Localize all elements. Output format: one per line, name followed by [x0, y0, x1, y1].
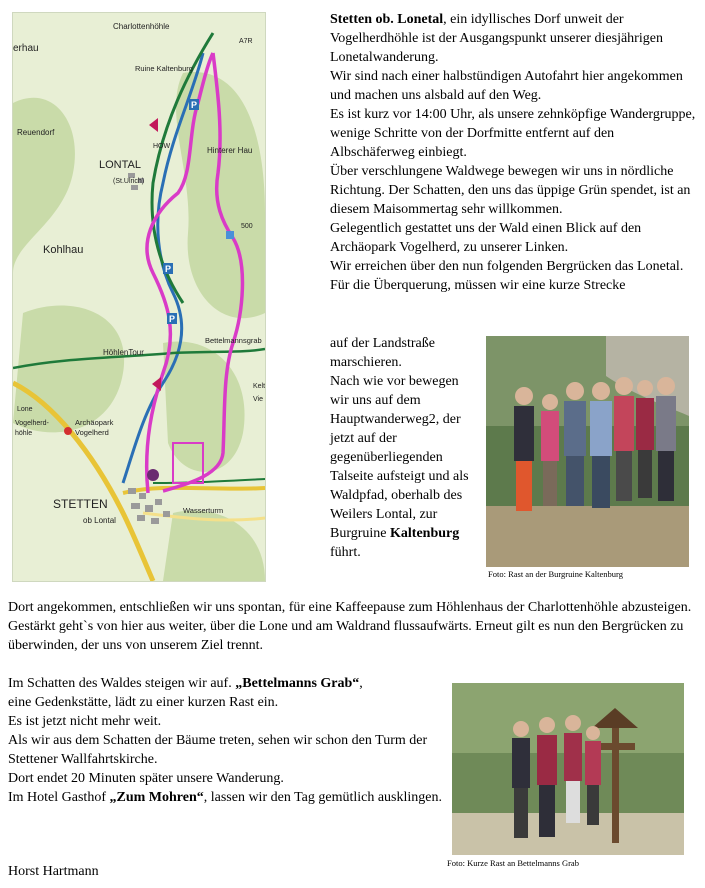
paragraph: Als wir aus dem Schatten der Bäume treten, sehen wir schon den Turm der Stettener Wallfahrtskirche. [8, 733, 428, 767]
stetten-buildings [128, 488, 170, 524]
intro-text: Stetten ob. Lonetal, ein idyllisches Dorf unweit der Vogelherdhöhle ist der Ausgangspunkt unserer diesjährigen Lonetalwanderung. Wir sind nach einer halbstündigen Autofahrt hier angekommen und machen uns alsbald auf den Weg. Es ist kurz vor 14:00 Uhr, als unsere zehnköpfige Wandergruppe, wenige Schritte von der Dorfmitte entfernt auf den Albschäferweg einbiegt. Über verschlungene Waldwege bewegen wir uns in nördliche Richtung. Der Schatten, den uns das üppige Grün spendet, ist an diesem Maisommertag sehr willkommen. Gelegentlich gestattet uns der Wald einen Blick auf den Archäopark Vogelherd, zu unserer Linken. Wir erreichen über den nun folgenden Bergrücken das Lonetal. Für die Überquerung, müssen wir eine kurze Strecke [330, 12, 696, 293]
author-name: Horst Hartmann [8, 864, 99, 879]
paragraph: Für die Überquerung, müssen wir eine kurze Strecke [330, 278, 626, 293]
map-label-how: HOW [153, 143, 171, 150]
start-point-icon [147, 469, 159, 481]
map-label-bettelmannsgrab: Bettelmannsgrab [205, 336, 262, 345]
paragraph: Dort angekommen, entschließen wir uns spontan, für eine Kaffeepause zum Höhlenhaus der Charlottenhöhle abzusteigen. [8, 600, 692, 615]
green-trail-south [153, 479, 265, 483]
map-label-wasserturm: Wasserturm [183, 506, 224, 515]
map-label-ob-lontal: ob Lontal [83, 516, 116, 525]
paragraph: Nach wie vor bewegen wir uns auf dem Hauptwanderweg2, der jetzt auf der gegenüberliegenden Talseite aufsteigt und als Waldpfad, oberhalb des Weilers Lontal, zur Burgruine [330, 374, 469, 541]
parking-icon [189, 99, 199, 110]
forest-patch [13, 306, 124, 433]
archaeopark-icon [64, 427, 72, 435]
paragraph: eine Gedenkstätte, lädt zu einer kurzen Rast ein. [8, 695, 279, 710]
svg-text:P: P [169, 314, 176, 324]
paragraph: Gestärkt geht`s von hier aus weiter, über die Lone und am Waldrand flussaufwärts. Erneut gilt es nun den Bergrücken zu überwinden, der uns von unserem Ziel trennt. [8, 619, 684, 653]
svg-text:Vogelherd: Vogelherd [75, 428, 109, 437]
map-label-st-ulrich: (St.Ulrich) [113, 178, 145, 185]
svg-text:P: P [165, 264, 172, 274]
svg-text:P: P [191, 100, 198, 110]
waypoint-icon [226, 231, 234, 239]
route-marker-icon [149, 118, 158, 132]
map-label-charlottenhoehle: Charlottenhöhle [113, 22, 170, 31]
map-label-hinterer-hau: Hinterer Hau [207, 146, 253, 155]
map-label-archaeopark: Archäopark [75, 418, 114, 427]
map-label-ruine-kaltenburg: Ruine Kaltenburg [135, 64, 193, 73]
village-name: Stetten ob. Lonetal [330, 12, 444, 27]
parking-icon [167, 313, 177, 324]
paragraph: Über verschlungene Waldwege bewegen wir uns in nördliche Richtung. Der Schatten, den uns das üppige Grün spendet, ist an diesem Maisommertag sehr willkommen. [330, 164, 691, 217]
parking-icon [163, 263, 173, 274]
paragraph: auf der Landstraße marschieren. [330, 336, 435, 370]
map-label-elevation: 500 [241, 223, 253, 230]
map-label-erhau: erhau [13, 43, 39, 54]
kaltenburg-name: Kaltenburg [390, 526, 460, 541]
map-label-kohlhau: Kohlhau [43, 244, 84, 256]
map-label-hoehlentour: HöhlenTour [103, 348, 144, 357]
side-road [123, 488, 265, 493]
bettelmanns-grab-name: „Bettelmanns Grab“ [235, 676, 360, 691]
group-photo-bettelmanns-grab [452, 683, 684, 855]
lower-text: Im Schatten des Waldes steigen wir auf. „Bettelmanns Grab“, eine Gedenkstätte, lädt zu einer kurzen Rast ein. Es ist jetzt nicht mehr weit. Als wir aus dem Schatten der Bäume treten, sehen wir schon den Turm der Stettener Wallfahrtskirche. Dort endet 20 Minuten später unsere Wanderung. Im Hotel Gasthof „Zum Mohren“, lassen wir den Tag gemütlich ausklingen. [8, 676, 443, 805]
photo-caption-kaltenburg: Foto: Rast an der Burgruine Kaltenburg [488, 569, 623, 579]
map-label-lontal: LONTAL [99, 159, 141, 171]
map-label-kelt: Kelt [253, 383, 265, 390]
narrow-text: auf der Landstraße marschieren. Nach wie vor bewegen wir uns auf dem Hauptwanderweg2, der jetzt auf der gegenüberliegenden Talseite aufsteigt und als Waldpfad, oberhalb des Weilers Lontal, zur Burgruine Kaltenburg führt. [330, 336, 469, 560]
hiking-route-map [12, 12, 266, 582]
map-label-vogelherdhoehle: Vogelherd- [15, 420, 49, 427]
map-label-reuendorf: Reuendorf [17, 128, 55, 137]
svg-text:höhle: höhle [15, 430, 33, 437]
paragraph: Wir sind nach einer halbstündigen Autofahrt hier angekommen und machen uns alsbald auf den Weg. [330, 69, 683, 103]
group-photo-kaltenburg [486, 336, 689, 567]
map-label-a7r: A7R [239, 38, 253, 45]
map-canvas [13, 13, 265, 581]
middle-text [8, 598, 698, 655]
map-label-stetten: STETTEN [53, 497, 108, 511]
map-label-vie: Vie [253, 396, 263, 403]
paragraph: Es ist kurz vor 14:00 Uhr, als unsere zehnköpfige Wandergruppe, wenige Schritte von der Dorfmitte entfernt auf den Albschäferweg einbiegt. [330, 107, 696, 160]
photo-caption-bettelmanns-grab: Foto: Kurze Rast an Bettelmanns Grab [447, 858, 579, 868]
paragraph: Es ist jetzt nicht mehr weit. [8, 714, 162, 729]
paragraph: Wir erreichen über den nun folgenden Bergrücken das Lonetal. [330, 259, 684, 274]
paragraph: Gelegentlich gestattet uns der Wald einen Blick auf den Archäopark Vogelherd, zu unserer Linken. [330, 221, 642, 255]
paragraph: Dort endet 20 Minuten später unsere Wanderung. [8, 771, 284, 786]
map-label-lone: Lone [17, 406, 33, 413]
gasthof-name: „Zum Mohren“ [109, 790, 204, 805]
